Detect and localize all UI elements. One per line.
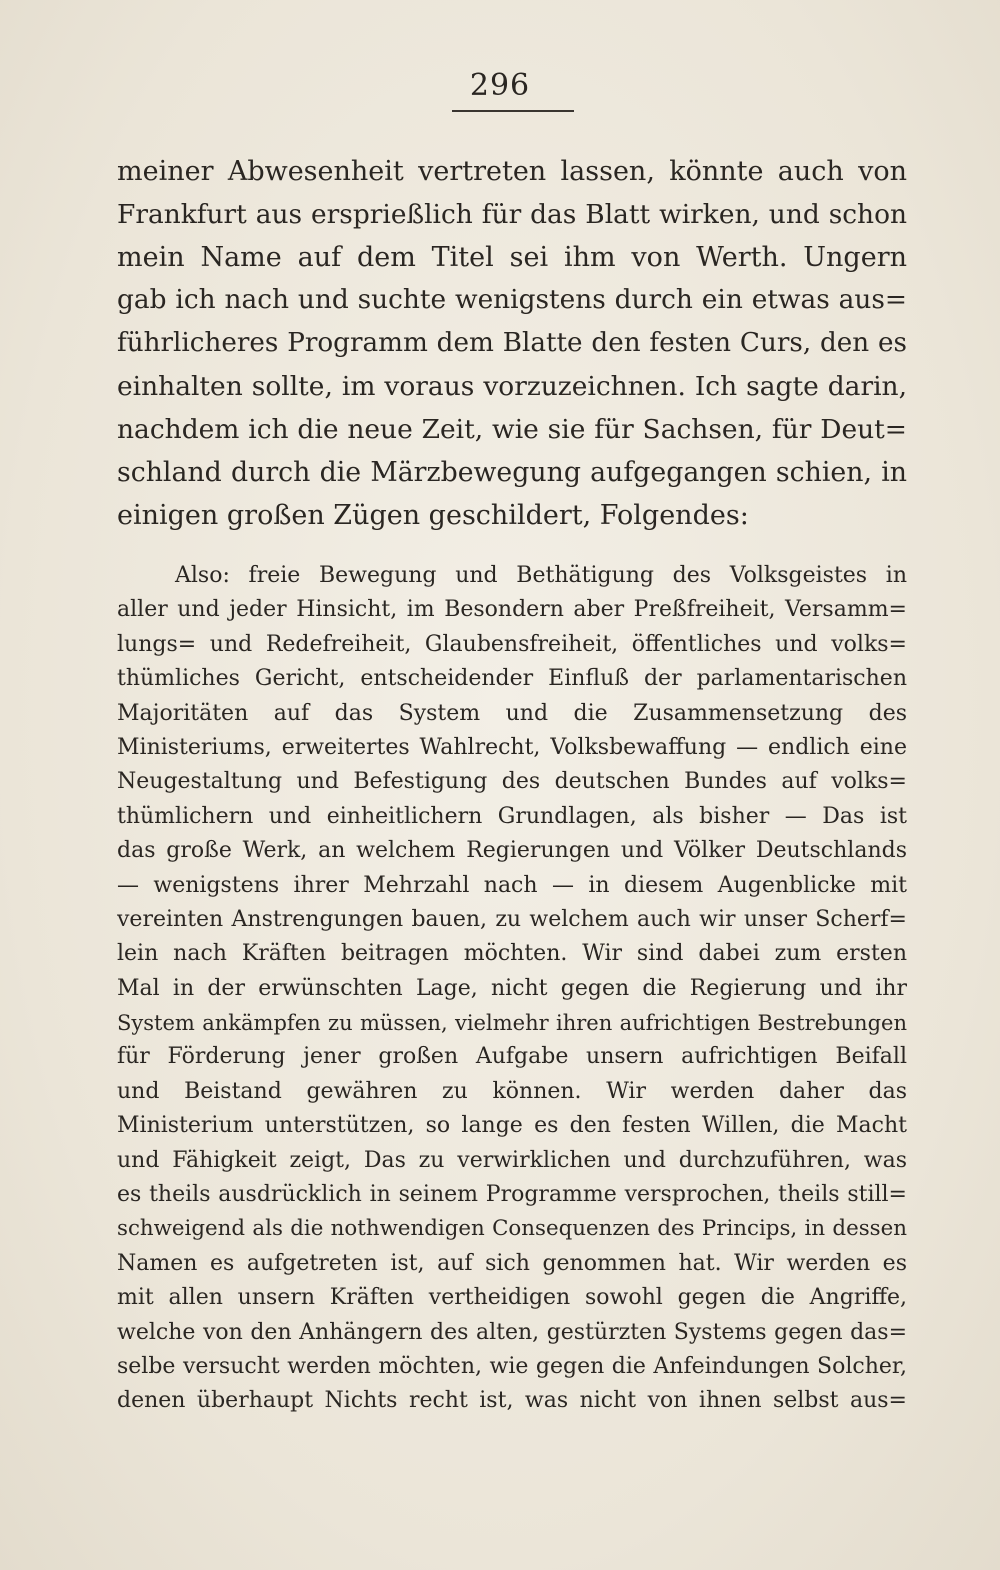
text-line: thümlichern und einheitlichern Grundlagen, als bisher — Das ist	[117, 803, 907, 829]
body-text	[117, 150, 907, 1419]
text-line: gab ich nach und suchte wenigstens durch ein etwas aus=	[117, 285, 907, 315]
main-paragraph	[117, 150, 907, 537]
text-line: Mal in der erwünschten Lage, nicht gegen die Regierung und ihr	[117, 975, 907, 1001]
text-line: selbe versucht werden möchten, wie gegen die Anfeindungen Solcher,	[117, 1353, 907, 1379]
text-line: Ministerium unterstützen, so lange es den festen Willen, die Macht	[117, 1113, 907, 1139]
text-line: einhalten sollte, im voraus vorzuzeichnen. Ich sagte darin,	[117, 371, 907, 402]
page-number: 296	[469, 68, 531, 103]
quoted-program-paragraph	[117, 559, 907, 1419]
text-line: meiner Abwesenheit vertreten lassen, könnte auch von	[117, 156, 907, 187]
text-line: nachdem ich die neue Zeit, wie sie für Sachsen, für Deut=	[117, 414, 907, 445]
text-line: lein nach Kräften beitragen möchten. Wir sind dabei zum ersten	[117, 941, 907, 967]
text-line: Neugestaltung und Befestigung des deutschen Bundes auf volks=	[117, 769, 907, 795]
text-line: es theils ausdrücklich in seinem Programme versprochen, theils still=	[117, 1182, 907, 1208]
text-line: denen überhaupt Nichts recht ist, was nicht von ihnen selbst aus=	[117, 1388, 907, 1414]
text-line: und Fähigkeit zeigt, Das zu verwirklichen und durchzuführen, was	[117, 1147, 907, 1173]
text-line: lungs= und Redefreiheit, Glaubensfreiheit, öffentliches und volks=	[117, 631, 907, 657]
header-rule	[452, 110, 574, 112]
text-line: aller und jeder Hinsicht, im Besondern aber Preßfreiheit, Versamm=	[117, 597, 907, 623]
text-line: und Beistand gewähren zu können. Wir werden daher das	[117, 1078, 907, 1104]
text-line: schweigend als die nothwendigen Consequenzen des Princips, in dessen	[117, 1216, 907, 1242]
text-line: welche von den Anhängern des alten, gestürzten Systems gegen das=	[117, 1319, 907, 1345]
text-line: mit allen unsern Kräften vertheidigen sowohl gegen die Angriffe,	[117, 1285, 907, 1311]
text-line: schland durch die Märzbewegung aufgegangen schien, in	[117, 457, 907, 488]
text-line: vereinten Anstrengungen bauen, zu welchem auch wir unser Scherf=	[117, 906, 907, 932]
text-line: thümliches Gericht, entscheidender Einfluß der parlamentarischen	[117, 666, 907, 692]
text-line: Ministeriums, erweitertes Wahlrecht, Volksbewaffung — endlich eine	[117, 734, 907, 760]
text-line: führlicheres Programm dem Blatte den festen Curs, den es	[117, 328, 907, 358]
text-line: System ankämpfen zu müssen, vielmehr ihren aufrichtigen Bestrebungen	[117, 1010, 907, 1036]
text-line: mein Name auf dem Titel sei ihm von Werth. Ungern	[117, 242, 907, 273]
text-line: Namen es aufgetreten ist, auf sich genommen hat. Wir werden es	[117, 1250, 907, 1276]
text-line: für Förderung jener großen Aufgabe unsern aufrichtigen Beifall	[117, 1044, 907, 1070]
text-line: Majoritäten auf das System und die Zusammensetzung des	[117, 700, 907, 726]
text-line: Also: freie Bewegung und Bethätigung des Volksgeistes in	[175, 563, 907, 588]
text-line: das große Werk, an welchem Regierungen und Völker Deutschlands	[117, 838, 907, 864]
text-line: — wenigstens ihrer Mehrzahl nach — in diesem Augenblicke mit	[117, 872, 907, 898]
text-line: einigen großen Zügen geschildert, Folgendes:	[117, 500, 749, 531]
text-line: Frankfurt aus ersprießlich für das Blatt wirken, und schon	[117, 199, 907, 230]
